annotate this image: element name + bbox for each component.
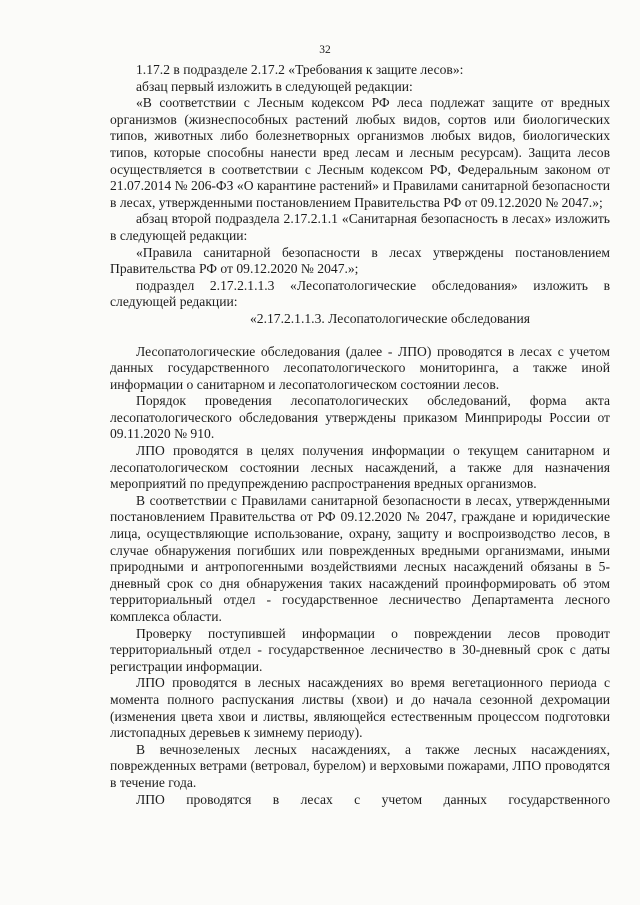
section-heading: «2.17.2.1.1.3. Лесопатологические обследования bbox=[250, 310, 530, 326]
paragraph-lpo-definition: Лесопатологические обследования (далее - ЛПО) проводятся в лесах с учетом данных государственного лесопатологического мониторинга, а также иной информации о санитарном и лесопатологическом состоянии лесов. bbox=[110, 343, 610, 392]
page-number: 32 bbox=[319, 44, 331, 56]
spacer bbox=[110, 328, 610, 344]
paragraph-lpo-obligations: В соответствии с Правилами санитарной безопасности в лесах, утвержденными постановлением Правительства от РФ 09.12.2020 № 2047, граждане и юридические лица, осуществляющие использование, охрану, защиту и воспроизводство лесов, в случае обнаружения погибших или поврежденных вредными организмами, иными природными и антропогенными воздействиями лесных насаждений обязаны в 5-дневный срок со дня обнаружения таких насаждений проинформировать об этом территориальный отдел - государственное лесничество Департамента лесного комплекса области. bbox=[110, 492, 610, 624]
paragraph-lpo-season: ЛПО проводятся в лесных насаждениях во время вегетационного периода с момента полного распускания листвы (хвои) и до начала сезонной дехромации (изменения цвета хвои и листвы, являющейся естественным процессом подготовки листопадных деревьев к зимнему периоду). bbox=[110, 675, 610, 741]
paragraph-instruction-3: подраздел 2.17.2.1.1.3 «Лесопатологические обследования» изложить в следующей редакции: bbox=[110, 277, 610, 310]
paragraph-lpo-continued: ЛПО проводятся в лесах с учетом данных государственного bbox=[136, 791, 610, 807]
paragraph-amendment-item: 1.17.2 в подразделе 2.17.2 «Требования к защите лесов»: bbox=[136, 62, 464, 77]
paragraph-lpo-purpose: ЛПО проводятся в целях получения информации о текущем санитарном и лесопатологическом состоянии лесных насаждений, а также для назначения мероприятий по предупреждению распространения вредных организмов. bbox=[110, 443, 610, 492]
paragraph-lpo-procedure: Порядок проведения лесопатологических обследований, форма акта лесопатологического обследования утверждены приказом Минприроды России от 09.11.2020 № 910. bbox=[110, 393, 610, 442]
paragraph-instruction-1: абзац первый изложить в следующей редакции: bbox=[136, 78, 413, 94]
paragraph-instruction-2: абзац второй подраздела 2.17.2.1.1 «Санитарная безопасность в лесах» изложить в следующей редакции: bbox=[110, 211, 610, 243]
paragraph-quoted-protection: «В соответствии с Лесным кодексом РФ леса подлежат защите от вредных организмов (жизнеспособных растений любых видов, сортов или биологических типов, животных либо болезнетворных организмов любых видов, биологических типов, которые способны нанести вред лесам и лесным ресурсам). Защита лесов осуществляется в соответствии с Лесным кодексом РФ, Федеральным законом от 21.07.2014 № 206-ФЗ «О карантине растений» и Правилами санитарной безопасности в лесах, утвержденными постановлением Правительства РФ от 09.12.2020 № 2047.»; bbox=[110, 95, 610, 210]
paragraph-lpo-evergreen: В вечнозеленых лесных насаждениях, а также лесных насаждениях, поврежденных ветрами (ветровал, бурелом) и верховыми пожарами, ЛПО проводятся в течение года. bbox=[110, 741, 610, 790]
paragraph-lpo-verification: Проверку поступившей информации о повреждении лесов проводит территориальный отдел - государственное лесничество в 30-дневный срок с даты регистрации информации. bbox=[110, 625, 610, 674]
paragraph-quoted-rules: «Правила санитарной безопасности в лесах утверждены постановлением Правительства РФ от 09.12.2020 № 2047.»; bbox=[110, 244, 610, 277]
